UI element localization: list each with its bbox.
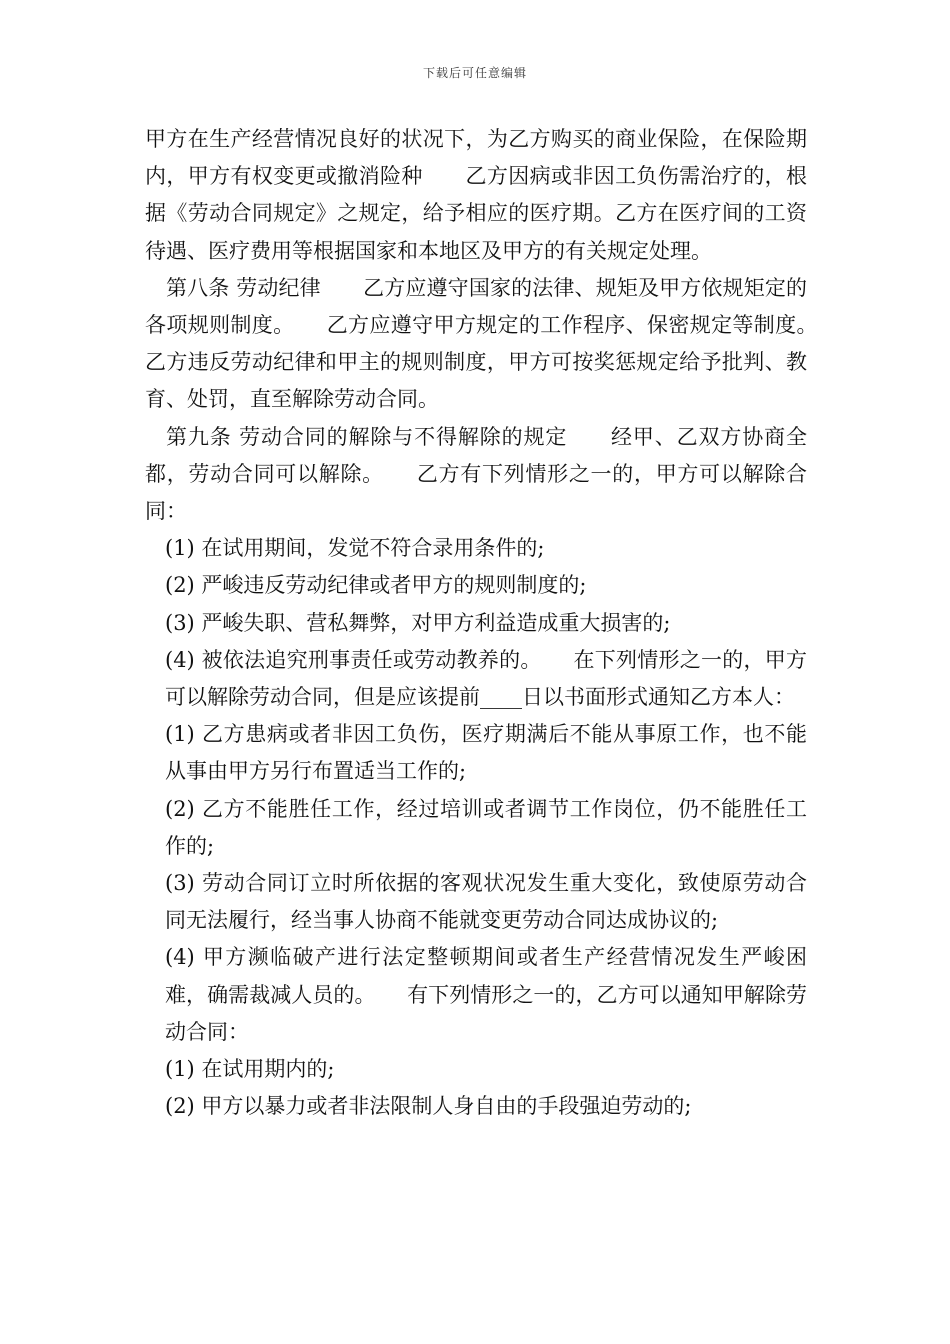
paragraph-article-8-discipline: 第八条 劳动纪律 乙方应遵守国家的法律、规矩及甲方依规矩定的各项规则制度。 乙方应遵守甲方规定的工作程序、保密规定等制度。 乙方违反劳动纪律和甲主的规则制度，甲方可按奖惩规定给予批判、教 育、处罚，直至解除劳动合同。 [145, 275, 849, 412]
list-item: (4) 甲方濒临破产进行法定整顿期间或者生产经营情况发生严峻困难，确需裁减人员的。 有下列情形之一的，乙方可以通知甲解除劳动合同： [165, 945, 807, 1044]
paragraph-article-9-termination: 第九条 劳动合同的解除与不得解除的规定 经甲、乙双方协商全都，劳动合同可以解除。 乙方有下列情形之一的，甲方可以解除合同： [145, 424, 807, 524]
list-item: (1) 在试用期间，发觉不符合录用条件的; [165, 536, 545, 561]
list-item: (2) 甲方以暴力或者非法限制人身自由的手段强迫劳动的; [165, 1094, 692, 1119]
list-item: (1) 乙方患病或者非因工负伤，医疗期满后不能从事原工作，也不能从事由甲方另行布置适当工作的; [165, 722, 807, 784]
list-item: (1) 在试用期内的; [165, 1057, 335, 1082]
list-item: (2) 严峻违反劳动纪律或者甲方的规则制度的; [165, 573, 587, 598]
paragraph-insurance-medical: 甲方在生产经营情况良好的状况下，为乙方购买的商业保险，在保险期内，甲方有权变更或撤消险种 乙方因病或非因工负伤需治疗的，根据《劳动合同规定》之规定，给予相应的医疗期。乙方在医疗间的工资待遇、医疗费用等根据国家和本地区及甲方的有关规定处理。 [145, 127, 807, 263]
list-item: (2) 乙方不能胜任工作，经过培训或者调节工作岗位，仍不能胜任工作的; [165, 796, 807, 858]
list-item: (3) 严峻失职、营私舞弊，对甲方利益造成重大损害的; [165, 610, 671, 635]
list-item: (4) 被依法追究刑事责任或劳动教养的。 在下列情形之一的，甲方可以解除劳动合同，但是应该提前____日以书面形式通知乙方本人： [165, 647, 807, 710]
list-item: (3) 劳动合同订立时所依据的客观状况发生重大变化，致使原劳动合同无法履行，经当事人协商不能就变更劳动合同达成协议的; [165, 871, 807, 933]
document-body [145, 121, 849, 1125]
page-header-note: 下载后可任意编辑 [422, 66, 527, 80]
